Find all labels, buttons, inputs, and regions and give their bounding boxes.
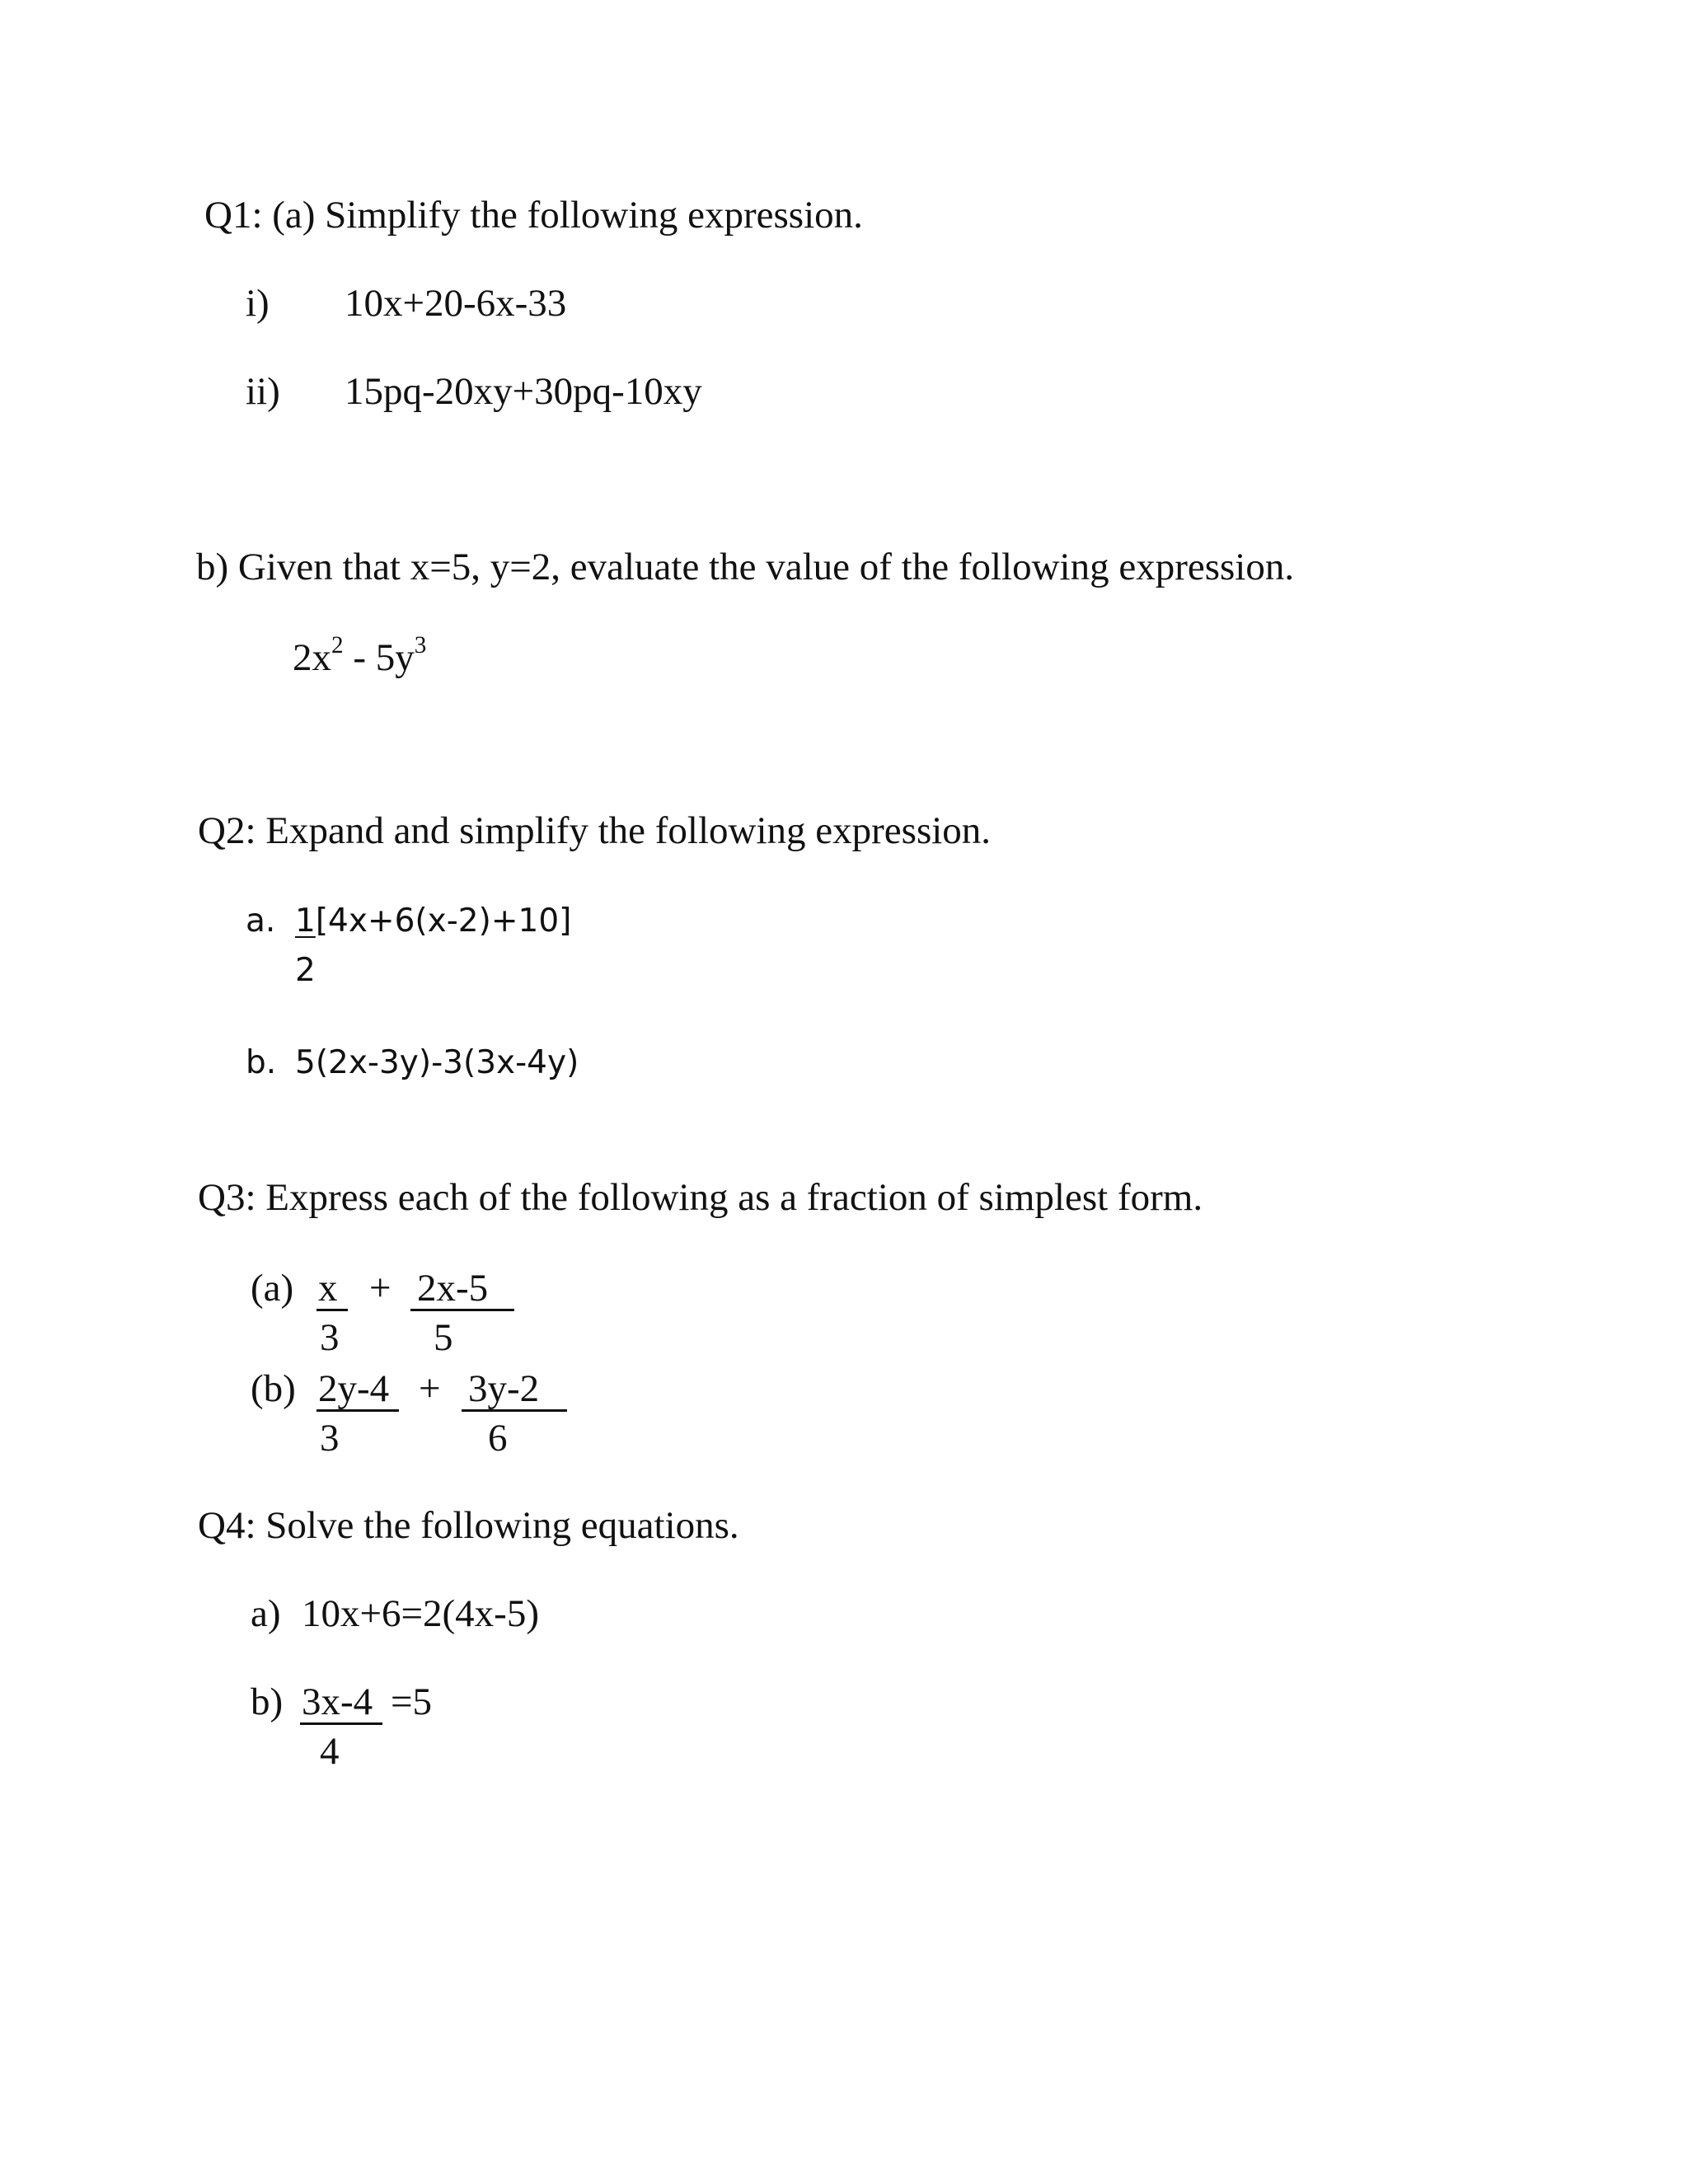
q4-b-fraction-bar [300, 1722, 382, 1725]
q4-b-denominator: 4 [320, 1730, 340, 1773]
q2-a-label: a. [246, 902, 276, 940]
q3-a-fraction-bar-1 [316, 1309, 348, 1311]
q2-b-label: b. [246, 1044, 277, 1081]
q3-b-numerator-2: 3y-2 [468, 1367, 540, 1410]
q3-a-fraction-bar-2 [410, 1309, 514, 1311]
q1-part-b-text: b) Given that x=5, y=2, evaluate the value of the following expression. [196, 546, 1295, 588]
q3-heading: Q3: Express each of the following as a fraction of simplest form. [198, 1176, 1203, 1219]
q4-a-label: a) [251, 1592, 281, 1635]
q4-b-label: b) [251, 1680, 284, 1723]
q1-part-b-expression: $2x^2 - 5y^3$ [293, 632, 427, 679]
q1-item-ii-expression: 15pq-20xy+30pq-10xy [345, 370, 702, 413]
q3-a-numerator-1: x [318, 1267, 338, 1310]
q4-b-rhs: =5 [391, 1680, 433, 1723]
q2-b-expression: 5(2x-3y)-3(3x-4y) [295, 1044, 579, 1081]
q4-b-numerator: 3x-4 [302, 1680, 373, 1723]
q3-b-denominator-1: 3 [320, 1417, 340, 1460]
q3-a-numerator-2: 2x-5 [417, 1267, 489, 1310]
q2-a-numerator: 1 [295, 902, 316, 940]
q4-heading: Q4: Solve the following equations. [198, 1504, 739, 1547]
q1-item-i-label: i) [246, 282, 270, 325]
q4-a-expression: 10x+6=2(4x-5) [302, 1592, 539, 1635]
q2-heading: Q2: Expand and simplify the following expression. [198, 809, 992, 852]
q3-b-fraction-bar-1 [316, 1409, 399, 1412]
q1-item-i-expression: 10x+20-6x-33 [345, 282, 567, 325]
q3-b-fraction-bar-2 [462, 1409, 567, 1412]
q1-heading: Q1: (a) Simplify the following expression. [204, 194, 863, 237]
q2-a-denominator: 2 [295, 952, 316, 989]
q3-a-denominator-1: 3 [320, 1316, 340, 1359]
q1-item-ii-label: ii) [246, 370, 280, 413]
q3-b-denominator-2: 6 [488, 1417, 508, 1460]
q3-b-operator: + [419, 1367, 441, 1410]
q3-a-denominator-2: 5 [434, 1316, 453, 1359]
q3-b-label: (b) [251, 1367, 296, 1410]
q3-b-numerator-1: 2y-4 [318, 1367, 390, 1410]
q3-a-operator: + [369, 1267, 392, 1310]
q2-a-expression: 1[4x+6(x-2)+10] [295, 902, 572, 940]
q3-a-label: (a) [251, 1267, 294, 1310]
